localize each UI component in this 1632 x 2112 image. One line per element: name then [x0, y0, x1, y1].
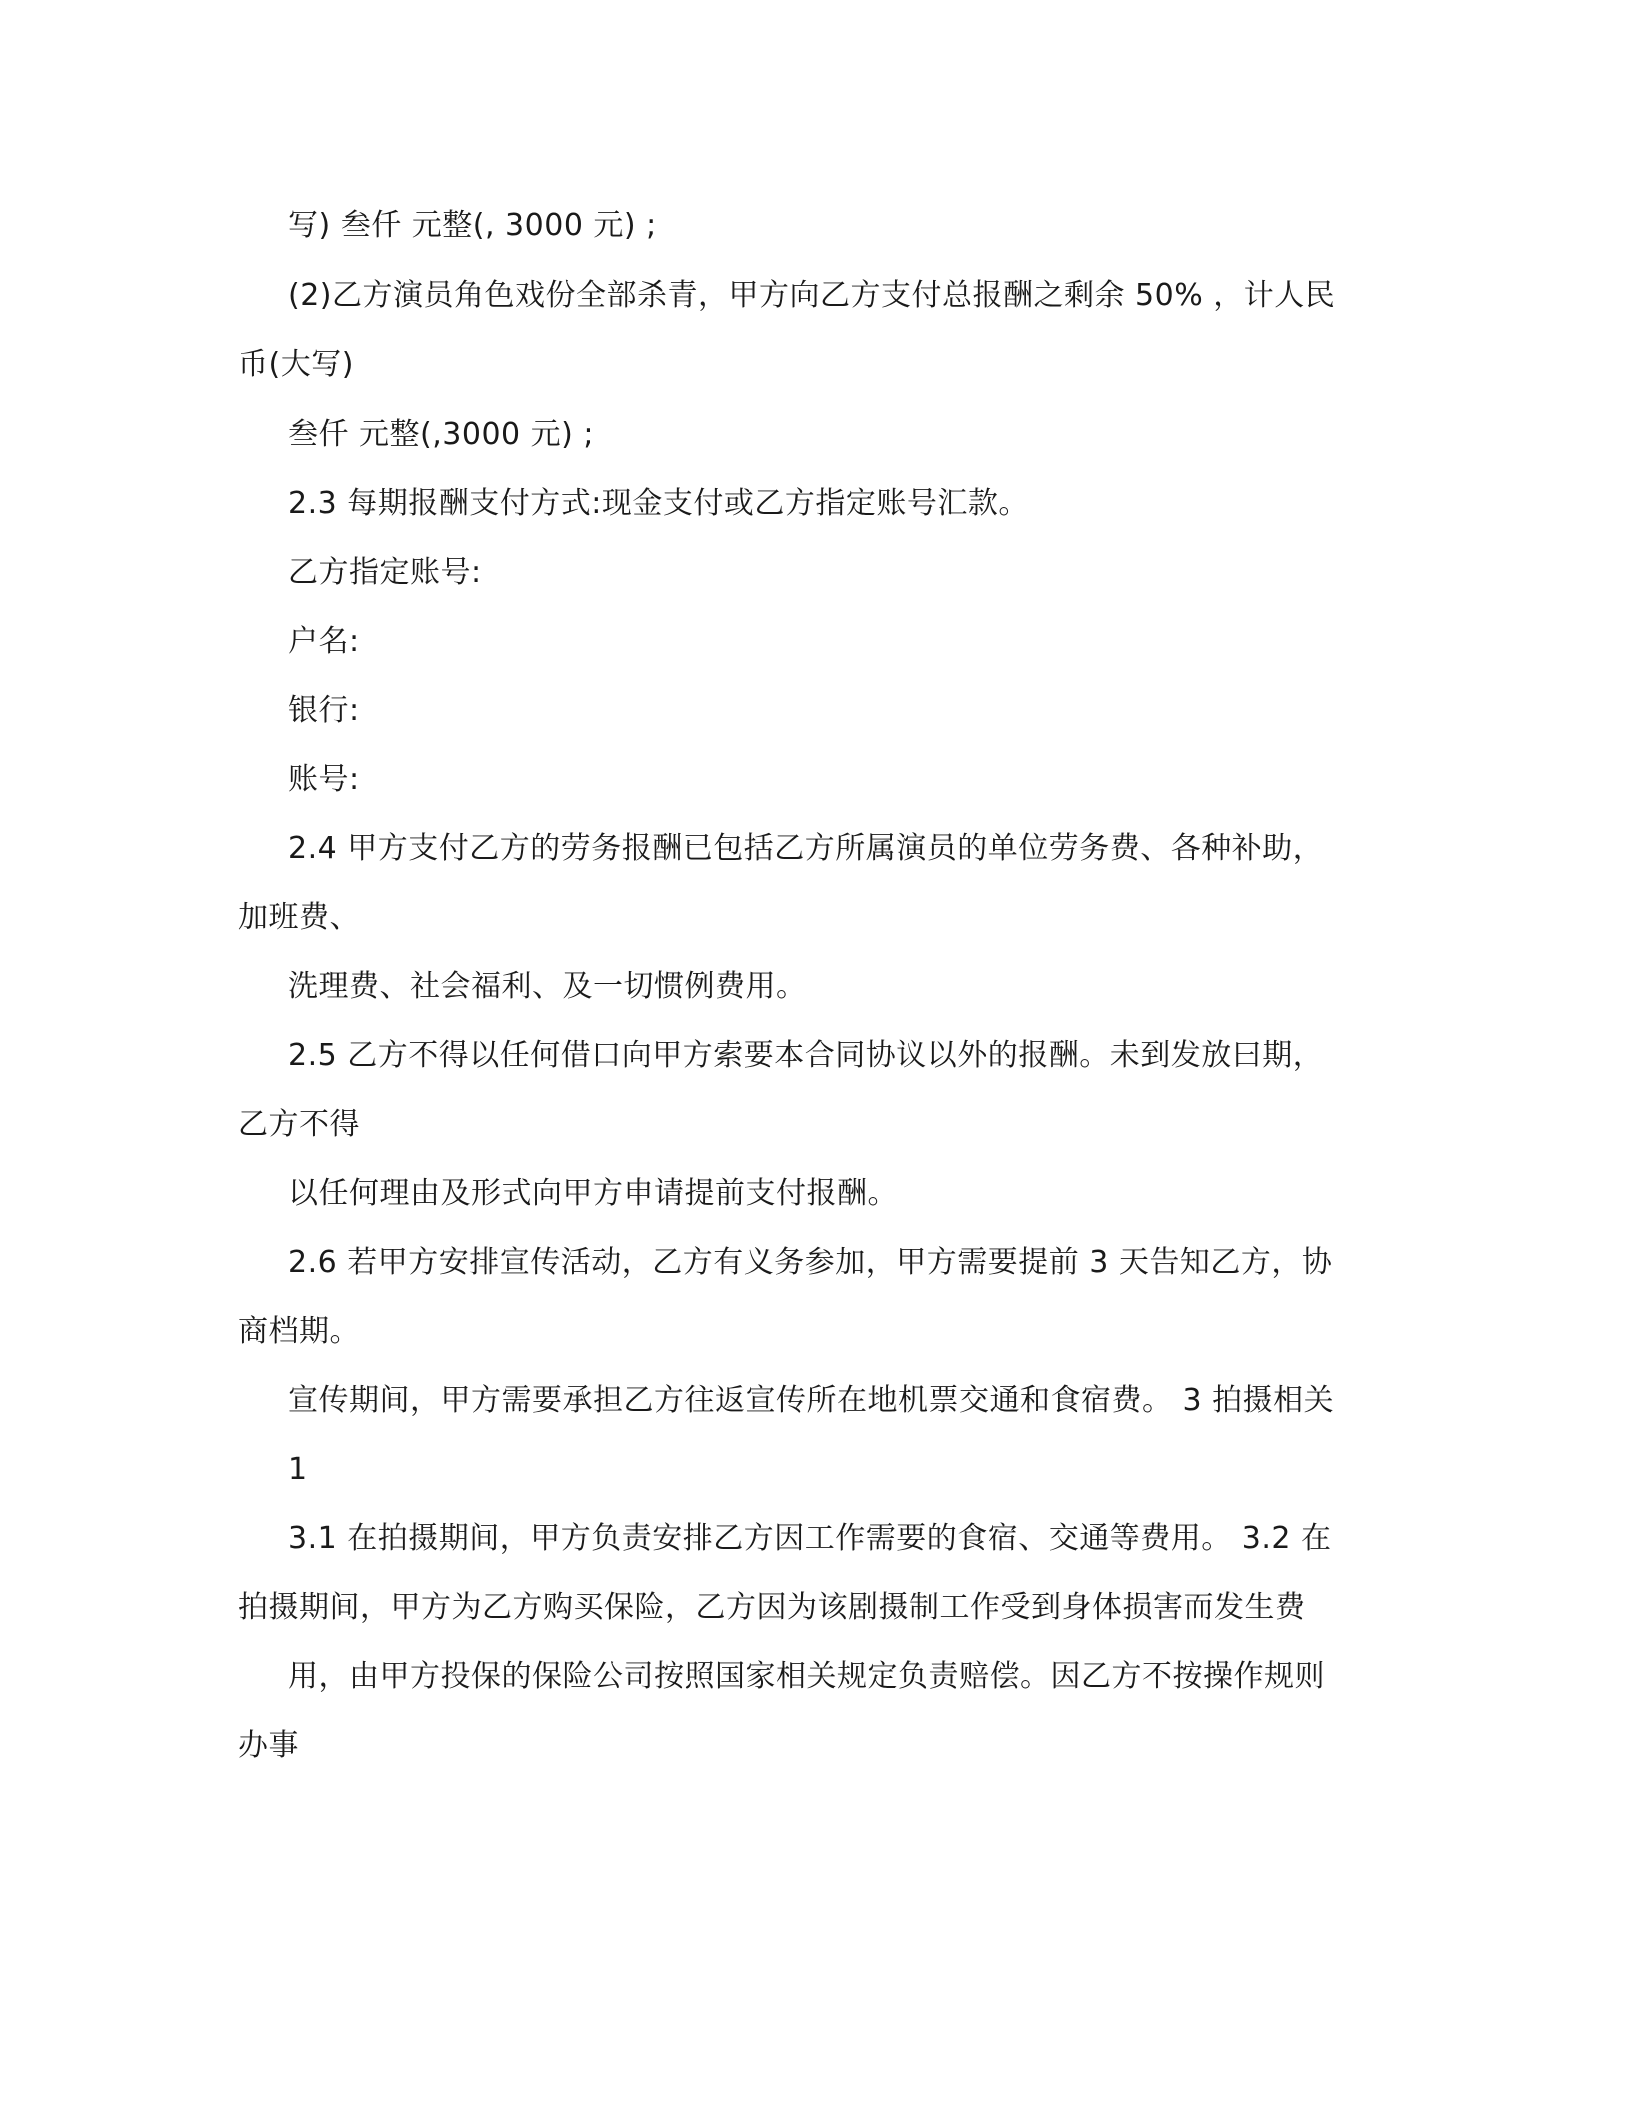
text-line: 用，由甲方投保的保险公司按照国家相关规定负责赔偿。因乙方不按操作规则 — [288, 1659, 1325, 1694]
text-line: 商档期。 — [238, 1314, 360, 1349]
text-line: (2)乙方演员角色戏份全部杀青，甲方向乙方支付总报酬之剩余 50% ，计人民 — [288, 278, 1336, 313]
text-line: 2.6 若甲方安排宣传活动，乙方有义务参加，甲方需要提前 3 天告知乙方，协 — [288, 1245, 1333, 1280]
text-line: 1 — [288, 1452, 308, 1487]
text-line: 账号: — [288, 762, 360, 797]
text-line: 乙方不得 — [238, 1107, 360, 1142]
text-line: 叁仟 元整(,3000 元) ; — [288, 417, 595, 452]
text-line: 宣传期间，甲方需要承担乙方往返宣传所在地机票交通和食宿费。 3 拍摄相关 — [288, 1383, 1335, 1418]
text-line: 2.3 每期报酬支付方式:现金支付或乙方指定账号汇款。 — [288, 486, 1029, 521]
text-line: 银行: — [288, 693, 360, 728]
text-line: 户名: — [288, 624, 360, 659]
text-line: 3.1 在拍摄期间，甲方负责安排乙方因工作需要的食宿、交通等费用。 3.2 在 — [288, 1521, 1332, 1556]
text-line: 以任何理由及形式向甲方申请提前支付报酬。 — [288, 1176, 898, 1211]
text-line: 加班费、 — [238, 900, 360, 935]
text-line: 乙方指定账号: — [288, 555, 482, 590]
text-line: 办事 — [238, 1728, 299, 1763]
text-line: 2.4 甲方支付乙方的劳务报酬已包括乙方所属演员的单位劳务费、各种补助， — [288, 831, 1324, 866]
text-line: 币(大写) — [238, 347, 354, 382]
text-line: 写) 叁仟 元整(, 3000 元) ; — [288, 208, 657, 243]
text-line: 2.5 乙方不得以任何借口向甲方索要本合同协议以外的报酬。未到发放曰期， — [288, 1038, 1324, 1073]
text-line: 拍摄期间，甲方为乙方购买保险，乙方因为该剧摄制工作受到身体损害而发生费 — [238, 1590, 1306, 1625]
text-line: 洗理费、社会福利、及一切惯例费用。 — [288, 969, 807, 1004]
